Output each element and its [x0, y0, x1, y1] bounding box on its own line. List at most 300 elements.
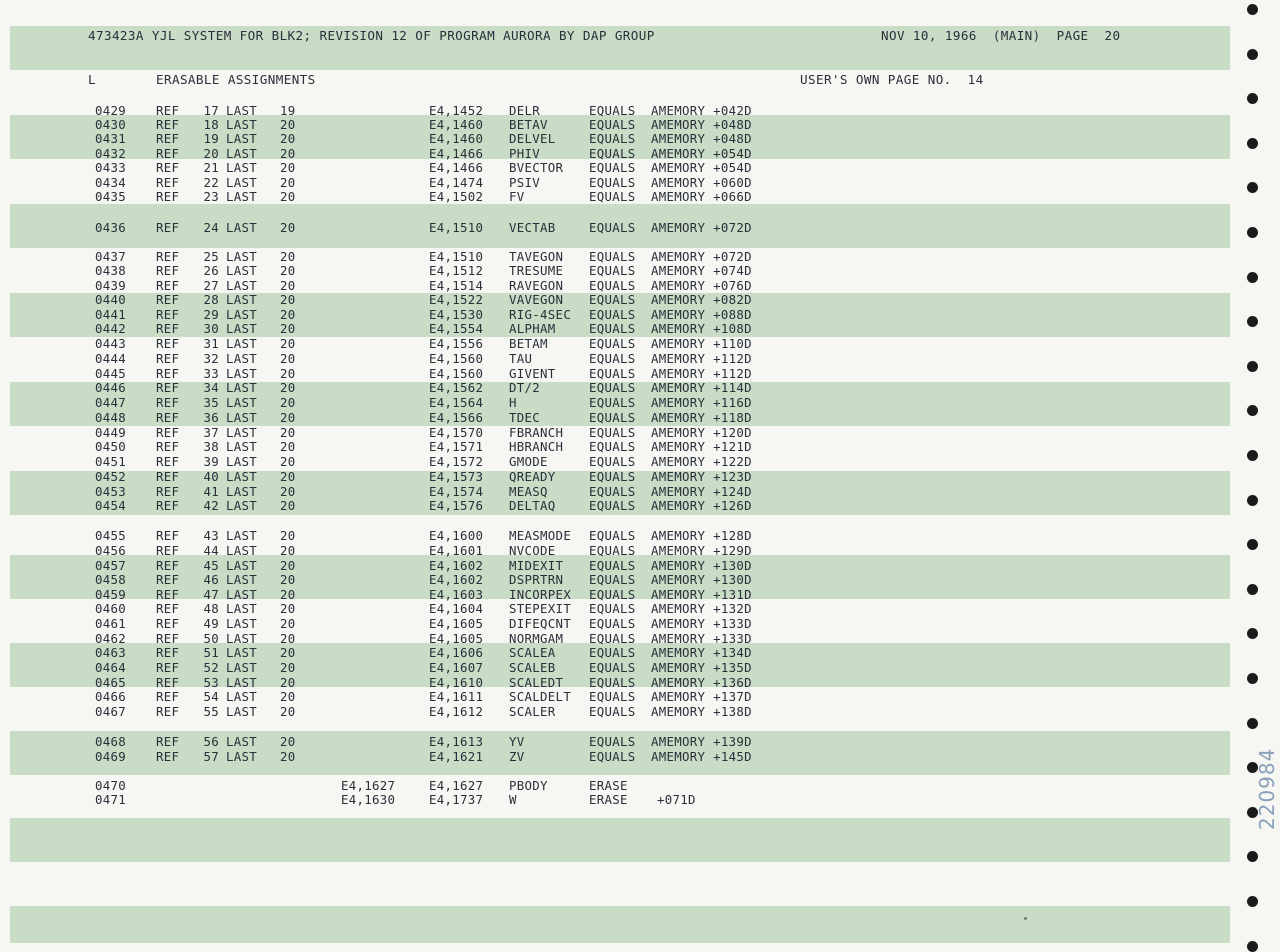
symbol: SCALER	[509, 704, 556, 719]
operand: AMEMORY +130D	[651, 558, 752, 573]
symbol: DELR	[509, 103, 541, 118]
symbol: H	[509, 395, 517, 410]
line-number: 0435	[95, 189, 127, 204]
opcode: EQUALS	[589, 675, 636, 690]
ref-keyword: REF	[156, 543, 180, 558]
address: E4,1600	[429, 528, 484, 543]
last-keyword: LAST	[226, 484, 258, 499]
symbol: PSIV	[509, 175, 541, 190]
last-ref: 20	[280, 249, 296, 264]
operand: AMEMORY +108D	[651, 321, 752, 336]
symbol: SCALDELT	[509, 689, 572, 704]
ref-count: 24	[203, 220, 219, 235]
operand: AMEMORY +072D	[651, 220, 752, 235]
address: E4,1564	[429, 395, 484, 410]
address: E4,1466	[429, 146, 484, 161]
last-ref: 20	[280, 689, 296, 704]
address: E4,1460	[429, 117, 484, 132]
line-number: 0459	[95, 587, 127, 602]
address: E4,1607	[429, 660, 484, 675]
last-ref: 20	[280, 543, 296, 558]
line-number: 0437	[95, 249, 127, 264]
last-ref: 20	[280, 220, 296, 235]
line-number: 0446	[95, 380, 127, 395]
ref-count: 19	[203, 131, 219, 146]
line-number: 0444	[95, 351, 127, 366]
ref-count: 54	[203, 689, 219, 704]
line-number: 0464	[95, 660, 127, 675]
symbol: SCALEDT	[509, 675, 564, 690]
symbol: DT/2	[509, 380, 541, 395]
line-number: 0450	[95, 439, 127, 454]
ref-keyword: REF	[156, 103, 180, 118]
ref-keyword: REF	[156, 587, 180, 602]
ref-count: 56	[203, 734, 219, 749]
address: E4,1560	[429, 366, 484, 381]
feed-hole	[1247, 272, 1258, 283]
archive-stamp: 220984	[1255, 747, 1279, 830]
last-keyword: LAST	[226, 601, 258, 616]
line-number: 0451	[95, 454, 127, 469]
symbol: ALPHAM	[509, 321, 556, 336]
opcode: EQUALS	[589, 704, 636, 719]
feed-hole	[1247, 4, 1258, 15]
user-page-number: USER'S OWN PAGE NO. 14	[800, 72, 984, 87]
symbol: DELTAQ	[509, 498, 556, 513]
ref-keyword: REF	[156, 631, 180, 646]
last-ref: 20	[280, 454, 296, 469]
symbol: INCORPEX	[509, 587, 572, 602]
opcode: EQUALS	[589, 366, 636, 381]
address: E4,1510	[429, 220, 484, 235]
last-keyword: LAST	[226, 146, 258, 161]
operand: AMEMORY +123D	[651, 469, 752, 484]
operand: AMEMORY +133D	[651, 631, 752, 646]
address: E4,1466	[429, 160, 484, 175]
ref-keyword: REF	[156, 146, 180, 161]
ref-keyword: REF	[156, 175, 180, 190]
feed-hole	[1247, 673, 1258, 684]
address: E4,1601	[429, 543, 484, 558]
address: E4,1605	[429, 616, 484, 631]
opcode: EQUALS	[589, 484, 636, 499]
opcode: EQUALS	[589, 469, 636, 484]
ref-keyword: REF	[156, 425, 180, 440]
last-ref: 20	[280, 660, 296, 675]
line-number: 0470	[95, 778, 127, 793]
last-ref: 20	[280, 528, 296, 543]
operand: AMEMORY +082D	[651, 292, 752, 307]
line-number: 0448	[95, 410, 127, 425]
ref-count: 55	[203, 704, 219, 719]
address: E4,1613	[429, 734, 484, 749]
address: E4,1460	[429, 131, 484, 146]
line-number: 0463	[95, 645, 127, 660]
address: E4,1602	[429, 558, 484, 573]
operand: AMEMORY +042D	[651, 103, 752, 118]
line-number: 0452	[95, 469, 127, 484]
line-number: 0431	[95, 131, 127, 146]
ref-count: 50	[203, 631, 219, 646]
ref-keyword: REF	[156, 454, 180, 469]
feed-hole	[1247, 495, 1258, 506]
ref-keyword: REF	[156, 249, 180, 264]
last-keyword: LAST	[226, 660, 258, 675]
line-number: 0468	[95, 734, 127, 749]
last-keyword: LAST	[226, 131, 258, 146]
last-ref: 20	[280, 336, 296, 351]
symbol: PHIV	[509, 146, 541, 161]
last-keyword: LAST	[226, 336, 258, 351]
symbol: TAVEGON	[509, 249, 564, 264]
feed-hole	[1247, 182, 1258, 193]
opcode: EQUALS	[589, 380, 636, 395]
ref-count: 40	[203, 469, 219, 484]
opcode: EQUALS	[589, 749, 636, 764]
ref-keyword: REF	[156, 704, 180, 719]
last-keyword: LAST	[226, 410, 258, 425]
ref-count: 17	[203, 103, 219, 118]
line-number: 0457	[95, 558, 127, 573]
address: E4,1573	[429, 469, 484, 484]
symbol: BETAM	[509, 336, 548, 351]
line-number: 0460	[95, 601, 127, 616]
opcode: EQUALS	[589, 395, 636, 410]
operand: AMEMORY +066D	[651, 189, 752, 204]
operand: AMEMORY +120D	[651, 425, 752, 440]
operand: AMEMORY +118D	[651, 410, 752, 425]
opcode: EQUALS	[589, 103, 636, 118]
opcode: EQUALS	[589, 321, 636, 336]
operand: AMEMORY +132D	[651, 601, 752, 616]
last-keyword: LAST	[226, 469, 258, 484]
operand: AMEMORY +054D	[651, 160, 752, 175]
opcode: EQUALS	[589, 351, 636, 366]
last-keyword: LAST	[226, 587, 258, 602]
symbol: MEASQ	[509, 484, 548, 499]
ref-count: 33	[203, 366, 219, 381]
symbol: DSPRTRN	[509, 572, 564, 587]
address: E4,1612	[429, 704, 484, 719]
opcode: EQUALS	[589, 616, 636, 631]
operand: AMEMORY +130D	[651, 572, 752, 587]
address: E4,1560	[429, 351, 484, 366]
symbol: RAVEGON	[509, 278, 564, 293]
address: E4,1606	[429, 645, 484, 660]
ref-count: 42	[203, 498, 219, 513]
operand: AMEMORY +112D	[651, 366, 752, 381]
ref-keyword: REF	[156, 351, 180, 366]
last-ref: 20	[280, 351, 296, 366]
last-keyword: LAST	[226, 249, 258, 264]
address: E4,1602	[429, 572, 484, 587]
last-keyword: LAST	[226, 528, 258, 543]
ref-count: 27	[203, 278, 219, 293]
opcode: EQUALS	[589, 660, 636, 675]
ref-count: 28	[203, 292, 219, 307]
last-ref: 20	[280, 307, 296, 322]
ref-count: 37	[203, 425, 219, 440]
last-keyword: LAST	[226, 292, 258, 307]
line-number: 0432	[95, 146, 127, 161]
last-ref: 20	[280, 749, 296, 764]
last-keyword: LAST	[226, 425, 258, 440]
operand: AMEMORY +114D	[651, 380, 752, 395]
symbol: DELVEL	[509, 131, 556, 146]
last-keyword: LAST	[226, 278, 258, 293]
last-ref: 20	[280, 321, 296, 336]
last-ref: 19	[280, 103, 296, 118]
opcode: EQUALS	[589, 220, 636, 235]
address: E4,1554	[429, 321, 484, 336]
operand: AMEMORY +138D	[651, 704, 752, 719]
address: E4,1627	[429, 778, 484, 793]
feed-hole	[1247, 539, 1258, 550]
opcode: EQUALS	[589, 278, 636, 293]
origin-address: E4,1627	[341, 778, 396, 793]
address: E4,1737	[429, 792, 484, 807]
operand: +071D	[657, 792, 696, 807]
last-keyword: LAST	[226, 631, 258, 646]
last-ref: 20	[280, 645, 296, 660]
opcode: EQUALS	[589, 307, 636, 322]
address: E4,1574	[429, 484, 484, 499]
ref-count: 52	[203, 660, 219, 675]
line-number: 0439	[95, 278, 127, 293]
operand: AMEMORY +129D	[651, 543, 752, 558]
symbol: VECTAB	[509, 220, 556, 235]
operand: AMEMORY +121D	[651, 439, 752, 454]
address: E4,1452	[429, 103, 484, 118]
opcode: EQUALS	[589, 410, 636, 425]
symbol: TAU	[509, 351, 533, 366]
address: E4,1604	[429, 601, 484, 616]
ref-count: 47	[203, 587, 219, 602]
line-number: 0430	[95, 117, 127, 132]
opcode: EQUALS	[589, 572, 636, 587]
operand: AMEMORY +131D	[651, 587, 752, 602]
opcode: EQUALS	[589, 263, 636, 278]
ref-keyword: REF	[156, 189, 180, 204]
line-number: 0471	[95, 792, 127, 807]
opcode: EQUALS	[589, 558, 636, 573]
opcode: EQUALS	[589, 601, 636, 616]
last-keyword: LAST	[226, 351, 258, 366]
opcode: ERASE	[589, 778, 628, 793]
symbol: FBRANCH	[509, 425, 564, 440]
ref-count: 41	[203, 484, 219, 499]
ref-count: 23	[203, 189, 219, 204]
symbol: SCALEA	[509, 645, 556, 660]
ref-count: 57	[203, 749, 219, 764]
operand: AMEMORY +126D	[651, 498, 752, 513]
last-ref: 20	[280, 117, 296, 132]
ref-keyword: REF	[156, 278, 180, 293]
green-bar-band	[10, 818, 1230, 862]
last-ref: 20	[280, 498, 296, 513]
symbol: GMODE	[509, 454, 548, 469]
opcode: ERASE	[589, 792, 628, 807]
ref-count: 26	[203, 263, 219, 278]
opcode: EQUALS	[589, 160, 636, 175]
line-number: 0455	[95, 528, 127, 543]
feed-hole	[1247, 316, 1258, 327]
ref-keyword: REF	[156, 439, 180, 454]
symbol: NVCODE	[509, 543, 556, 558]
last-keyword: LAST	[226, 749, 258, 764]
line-number: 0449	[95, 425, 127, 440]
operand: AMEMORY +076D	[651, 278, 752, 293]
header-left: 473423A YJL SYSTEM FOR BLK2; REVISION 12 OF PROGRAM AURORA BY DAP GROUP	[88, 28, 655, 43]
opcode: EQUALS	[589, 543, 636, 558]
address: E4,1510	[429, 249, 484, 264]
symbol: YV	[509, 734, 525, 749]
ref-keyword: REF	[156, 131, 180, 146]
ref-keyword: REF	[156, 469, 180, 484]
ref-count: 43	[203, 528, 219, 543]
last-keyword: LAST	[226, 645, 258, 660]
opcode: EQUALS	[589, 528, 636, 543]
feed-hole	[1247, 718, 1258, 729]
address: E4,1562	[429, 380, 484, 395]
green-bar-band	[10, 906, 1230, 943]
ref-keyword: REF	[156, 395, 180, 410]
paper-speck	[1024, 917, 1027, 920]
operand: AMEMORY +124D	[651, 484, 752, 499]
line-number: 0434	[95, 175, 127, 190]
last-keyword: LAST	[226, 395, 258, 410]
operand: AMEMORY +074D	[651, 263, 752, 278]
last-ref: 20	[280, 146, 296, 161]
last-keyword: LAST	[226, 704, 258, 719]
last-keyword: LAST	[226, 103, 258, 118]
line-number: 0436	[95, 220, 127, 235]
ref-count: 21	[203, 160, 219, 175]
line-number: 0440	[95, 292, 127, 307]
last-ref: 20	[280, 292, 296, 307]
ref-count: 34	[203, 380, 219, 395]
last-keyword: LAST	[226, 498, 258, 513]
last-keyword: LAST	[226, 366, 258, 381]
last-keyword: LAST	[226, 263, 258, 278]
last-keyword: LAST	[226, 454, 258, 469]
address: E4,1610	[429, 675, 484, 690]
last-keyword: LAST	[226, 307, 258, 322]
feed-hole	[1247, 628, 1258, 639]
feed-hole	[1247, 93, 1258, 104]
address: E4,1514	[429, 278, 484, 293]
last-ref: 20	[280, 380, 296, 395]
last-ref: 20	[280, 675, 296, 690]
header-right: NOV 10, 1966 (MAIN) PAGE 20	[881, 28, 1121, 43]
ref-keyword: REF	[156, 645, 180, 660]
last-ref: 20	[280, 484, 296, 499]
symbol: BVECTOR	[509, 160, 564, 175]
last-ref: 20	[280, 469, 296, 484]
ref-count: 35	[203, 395, 219, 410]
line-number: 0465	[95, 675, 127, 690]
opcode: EQUALS	[589, 292, 636, 307]
symbol: ZV	[509, 749, 525, 764]
feed-hole	[1247, 896, 1258, 907]
opcode: EQUALS	[589, 117, 636, 132]
ref-keyword: REF	[156, 336, 180, 351]
line-number: 0445	[95, 366, 127, 381]
ref-keyword: REF	[156, 558, 180, 573]
feed-hole	[1247, 405, 1258, 416]
feed-hole	[1247, 584, 1258, 595]
operand: AMEMORY +137D	[651, 689, 752, 704]
symbol: SCALEB	[509, 660, 556, 675]
address: E4,1605	[429, 631, 484, 646]
operand: AMEMORY +112D	[651, 351, 752, 366]
last-ref: 20	[280, 616, 296, 631]
address: E4,1474	[429, 175, 484, 190]
operand: AMEMORY +139D	[651, 734, 752, 749]
last-keyword: LAST	[226, 616, 258, 631]
line-number: 0447	[95, 395, 127, 410]
last-ref: 20	[280, 410, 296, 425]
ref-count: 29	[203, 307, 219, 322]
symbol: QREADY	[509, 469, 556, 484]
ref-count: 36	[203, 410, 219, 425]
last-ref: 20	[280, 558, 296, 573]
operand: AMEMORY +054D	[651, 146, 752, 161]
line-number: 0438	[95, 263, 127, 278]
opcode: EQUALS	[589, 454, 636, 469]
address: E4,1566	[429, 410, 484, 425]
operand: AMEMORY +133D	[651, 616, 752, 631]
last-keyword: LAST	[226, 572, 258, 587]
ref-keyword: REF	[156, 528, 180, 543]
ref-count: 25	[203, 249, 219, 264]
ref-keyword: REF	[156, 366, 180, 381]
line-number: 0458	[95, 572, 127, 587]
opcode: EQUALS	[589, 175, 636, 190]
last-ref: 20	[280, 131, 296, 146]
symbol: RIG-4SEC	[509, 307, 572, 322]
ref-keyword: REF	[156, 307, 180, 322]
ref-keyword: REF	[156, 220, 180, 235]
address: E4,1512	[429, 263, 484, 278]
last-ref: 20	[280, 704, 296, 719]
operand: AMEMORY +134D	[651, 645, 752, 660]
line-number: 0453	[95, 484, 127, 499]
line-number: 0433	[95, 160, 127, 175]
feed-hole	[1247, 49, 1258, 60]
last-ref: 20	[280, 395, 296, 410]
feed-hole	[1247, 450, 1258, 461]
operand: AMEMORY +122D	[651, 454, 752, 469]
last-ref: 20	[280, 278, 296, 293]
feed-hole	[1247, 227, 1258, 238]
symbol: MIDEXIT	[509, 558, 564, 573]
last-keyword: LAST	[226, 380, 258, 395]
section-title: ERASABLE ASSIGNMENTS	[156, 72, 316, 87]
ref-count: 46	[203, 572, 219, 587]
last-ref: 20	[280, 587, 296, 602]
last-ref: 20	[280, 175, 296, 190]
operand: AMEMORY +048D	[651, 131, 752, 146]
last-keyword: LAST	[226, 220, 258, 235]
ref-keyword: REF	[156, 749, 180, 764]
ref-keyword: REF	[156, 572, 180, 587]
ref-count: 45	[203, 558, 219, 573]
ref-count: 32	[203, 351, 219, 366]
address: E4,1621	[429, 749, 484, 764]
symbol: DIFEQCNT	[509, 616, 572, 631]
ref-count: 39	[203, 454, 219, 469]
